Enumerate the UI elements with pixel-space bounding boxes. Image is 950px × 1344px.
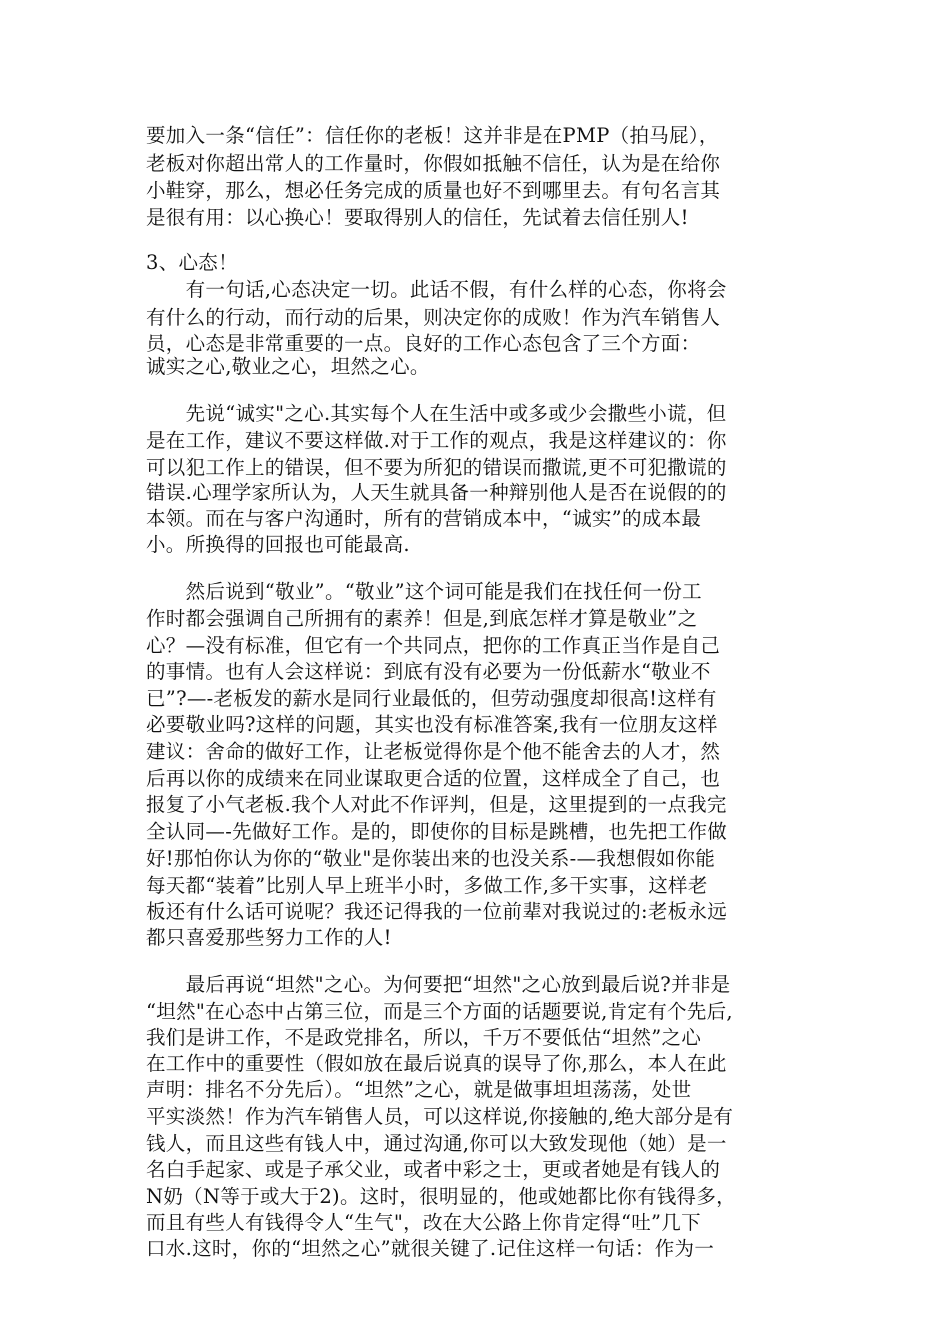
text-line: 心？—没有标准，但它有一个共同点，把你的工作真正当作是自己 <box>146 634 721 657</box>
text-line: 板还有什么话可说呢？我还记得我的一位前辈对我说过的:老板永远 <box>146 900 728 923</box>
text-line: 建议：舍命的做好工作，让老板觉得你是个他不能舍去的人才，然 <box>146 740 721 763</box>
text-line: 小。所换得的回报也可能最高. <box>146 533 410 556</box>
text-line: 口水.这时，你的“坦然之心”就很关键了.记住这样一句话：作为一 <box>146 1237 715 1260</box>
text-line: 后再以你的成绩来在同业谋取更合适的位置，这样成全了自己，也 <box>146 767 721 790</box>
text-line: 本领。而在与客户沟通时，所有的营销成本中，“诚实”的成本最 <box>146 507 702 530</box>
section-heading: 3、心态！ <box>146 251 238 274</box>
text-line: 作时都会强调自己所拥有的素养！但是,到底怎样才算是敬业”之 <box>146 607 698 630</box>
text-line: 是很有用：以心换心！要取得别人的信任，先试着去信任别人! <box>146 206 689 229</box>
text-line: 最后再说“坦然"之心。为何要把“坦然"之心放到最后说?并非是 <box>146 973 731 996</box>
text-line: 有一句话,心态决定一切。此话不假，有什么样的心态，你将会 <box>146 278 727 301</box>
text-line: 必要敬业吗?这样的问题，其实也没有标准答案,我有一位朋友这样 <box>146 713 718 736</box>
text-line: 诚实之心,敬业之心，坦然之心。 <box>146 355 430 378</box>
text-line: 我们是讲工作，不是政党排名，所以，千万不要低估“坦然”之心 <box>146 1026 702 1049</box>
text-line: 先说“诚实"之心.其实每个人在生活中或多或少会撒些小谎，但 <box>146 402 727 425</box>
text-line: 平实淡然！作为汽车销售人员，可以这样说,你接触的,绝大部分是有 <box>146 1105 734 1128</box>
text-line: 全认同—-先做好工作。是的，即使你的目标是跳槽，也先把工作做 <box>146 820 728 843</box>
text-line: 已”?—-老板发的薪水是同行业最低的，但劳动强度却很高!这样有 <box>146 687 717 710</box>
text-line: 都只喜爱那些努力工作的人! <box>146 926 392 949</box>
text-line: 要加入一条“信任”：信任你的老板！这并非是在PMP（拍马屁）， <box>146 124 719 147</box>
text-line: 可以犯工作上的错误，但不要为所犯的错误而撒谎,更不可犯撒谎的 <box>146 456 727 479</box>
text-line: 错误.心理学家所认为，人天生就具备一种辩别他人是否在说假的的 <box>146 481 727 504</box>
text-line: 每天都“装着”比别人早上班半小时，多做工作,多干实事，这样老 <box>146 874 708 897</box>
text-line: 报复了小气老板.我个人对此不作评判，但是，这里提到的一点我完 <box>146 793 727 816</box>
text-line: 在工作中的重要性（假如放在最后说真的误导了你,那么，本人在此 <box>146 1052 727 1075</box>
text-line: 的事情。也有人会这样说：到底有没有必要为一份低薪水“敬业不 <box>146 660 711 683</box>
text-line: “坦然"在心态中占第三位，而是三个方面的话题要说,肯定有个先后, <box>146 1000 733 1023</box>
text-line: 小鞋穿，那么，想必任务完成的质量也好不到哪里去。有句名言其 <box>146 179 721 202</box>
text-line: 员，心态是非常重要的一点。良好的工作心态包含了三个方面： <box>146 332 701 355</box>
text-line: 然后说到“敬业”。“敬业”这个词可能是我们在找任何一份工 <box>146 580 702 603</box>
text-line: 名白手起家、或是子承父业，或者中彩之士，更或者她是有钱人的 <box>146 1158 721 1181</box>
text-line: 好!那怕你认为你的“敬业"是你装出来的也没关系-—我想假如你能 <box>146 847 716 870</box>
text-line: 有什么的行动，而行动的后果，则决定你的成败！作为汽车销售人 <box>146 306 721 329</box>
text-line: N奶（N等于或大于2)。这时，很明显的，他或她都比你有钱得多， <box>146 1185 736 1208</box>
text-line: 声明：排名不分先后）。“坦然”之心，就是做事坦坦荡荡，处世 <box>146 1078 692 1101</box>
text-line: 而且有些人有钱得令人“生气"，改在大公路上你肯定得“吐”几下 <box>146 1211 701 1234</box>
text-line: 钱人，而且这些有钱人中，通过沟通,你可以大致发现他（她）是一 <box>146 1132 727 1155</box>
text-line: 是在工作，建议不要这样做.对于工作的观点，我是这样建议的：你 <box>146 429 727 452</box>
text-line: 老板对你超出常人的工作量时，你假如抵触不信任，认为是在给你 <box>146 152 721 175</box>
